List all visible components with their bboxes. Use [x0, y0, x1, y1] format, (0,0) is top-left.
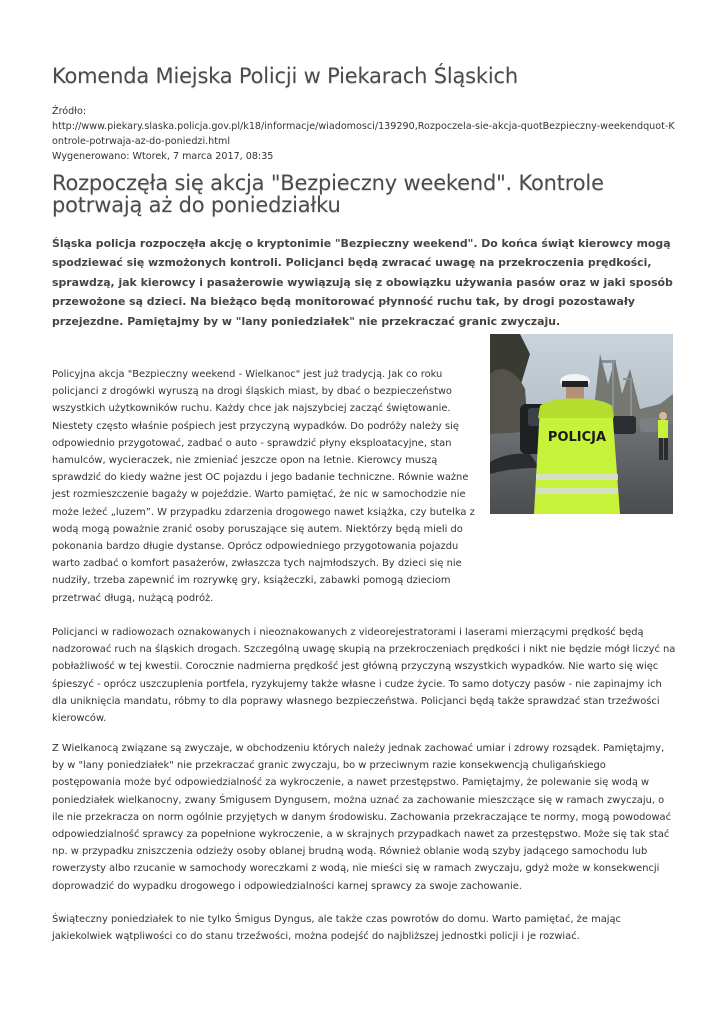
site-title: Komenda Miejska Policji w Piekarach Śląskich — [52, 64, 518, 88]
meta-block — [52, 104, 677, 164]
vest-label: POLICJA — [547, 430, 607, 445]
article-paragraph-2: Policjanci w radiowozach oznakowanych i nieoznakowanych z videorejestratorami i laserami mierzącymi prędkość będą nadzorować ruch na śląskich drogach. Szczególną uwagę skupią na przekroczeniach prędkości i nikt nie będzie mógł liczyć na pobłażliwość w tej kwestii. Corocznie nadmierna prędkość jest główną przyczyną wszystkich wypadków. Nie warto się więc śpieszyć - oprócz uszczuplenia portfela, ryzykujemy także własne i cudze życie. To samo dotyczy pasów - nie zapinajmy ich dla uniknięcia mandatu, róbmy to dla poprawy własnego bezpieczeństwa. Policjanci będą także sprawdzać stan trzeźwości kierowców. — [52, 627, 676, 725]
source-url: http://www.piekary.slaska.policja.gov.pl/k18/informacje/wiadomosci/139290,Rozpoczela-sie-akcja-quotBezpieczny-weekendquot-Kontrole-potrwaja-az-do-poniedzi.html — [52, 121, 675, 147]
article-title: Rozpoczęła się akcja "Bezpieczny weekend". Kontrole potrwają aż do poniedziałku — [52, 171, 604, 217]
article-paragraph-3: Z Wielkanocą związane są zwyczaje, w obchodzeniu których należy jednak zachować umiar i zdrowy rozsądek. Pamiętajmy, by w "lany poniedziałek" nie przekraczać granic zwyczaju, bo w przeciwnym razie konsekwencją chuligańskiego postępowania może być odpowiedzialność za wykroczenie, a nawet przestępstwo. Pamiętajmy, że polewanie się wodą w poniedziałek wielkanocny, zwany Śmigusem Dyngusem, można uznać za zachowanie mieszczące się w ramach zwyczaju, o ile nie przekracza on norm ogólnie przyjętych w danym środowisku. Zachowania przekraczające te normy, mogą powodować odpowiedzialność sprawcy za popełnione wykroczenie, a w skrajnych przypadkach nawet za przestępstwo. Może się tak stać np. w przypadku zniszczenia odzieży osoby oblanej brudną wodą. Również oblanie wodą szyby jadącego samochodu lub rowerzysty albo rzucanie w samochody woreczkami z wodą, nie mieści się w ramach zwyczaju, gdyż może w konsekwencji doprowadzić do wypadku drogowego i odpowiedzialności karnej sprawcy za swoje zachowanie. — [52, 743, 672, 892]
generated-date: Wygenerowano: Wtorek, 7 marca 2017, 08:35 — [52, 151, 274, 162]
police-officer-photo — [490, 334, 673, 514]
article-paragraph-1: Policyjna akcja "Bezpieczny weekend - Wielkanoc" jest już tradycją. Jak co roku policjanci z drogówki wyruszą na drogi śląskich miast, by dbać o bezpieczeństwo wszystkich użytkowników ruchu. Każdy chce jak najszybciej zacząć świętowanie. Niestety często właśnie pośpiech jest przyczyną wypadków. Do podróży należy się odpowiednio przygotować, zadbać o auto - sprawdzić płyny eksploatacyjne, stan hamulców, wycieraczek, nie zmieniać jeszcze opon na letnie. Kierowcy muszą sprawdzić do kiedy ważne jest OC pojazdu i jego badanie techniczne. Równie ważne jest rozmieszczenie bagaży w pojeździe. Warto pamiętać, że nic w samochodzie nie może leżeć „luzem”. W przypadku zdarzenia drogowego nawet książka, czy butelka z wodą mogą poważnie zranić osoby poruszające się autem. Niektórzy będą mieli do pokonania bardzo długie dystanse. Oprócz odpowiedniego przygotowania pojazdu warto zadbać o komfort pasażerów, zwłaszcza tych najmłodszych. By dzieci się nie nudziły, trzeba zapewnić im rozrywkę gry, książeczki, zabawki pomogą dzieciom przetrwać długą, nużącą podróż. — [52, 369, 475, 604]
article-paragraph-4: Świąteczny poniedziałek to nie tylko Śmigus Dyngus, ale także czas powrotów do domu. Warto pamiętać, że mając jakiekolwiek wątpliwości co do stanu trzeźwości, można podejść do najbliższej jednostki policji i je rozwiać. — [52, 914, 621, 943]
article-photo — [490, 334, 673, 514]
source-label: Źródło: — [52, 106, 87, 117]
article-lead: Śląska policja rozpoczęła akcję o kryptonimie "Bezpieczny weekend". Do końca świąt kierowcy mogą spodziewać się wzmożonych kontroli. Policjanci będą zwracać uwagę na przekroczenia prędkości, sprawdzą, jak kierowcy i pasażerowie wywiązują się z obowiązku używania pasów oraz w jaki sposób przewożone są dzieci. Na bieżąco będą monitorować płynność ruchu tak, by drogi pozostawały przejezdne. Pamiętajmy by w "lany poniedziałek" nie przekraczać granic zwyczaju. — [52, 237, 673, 328]
